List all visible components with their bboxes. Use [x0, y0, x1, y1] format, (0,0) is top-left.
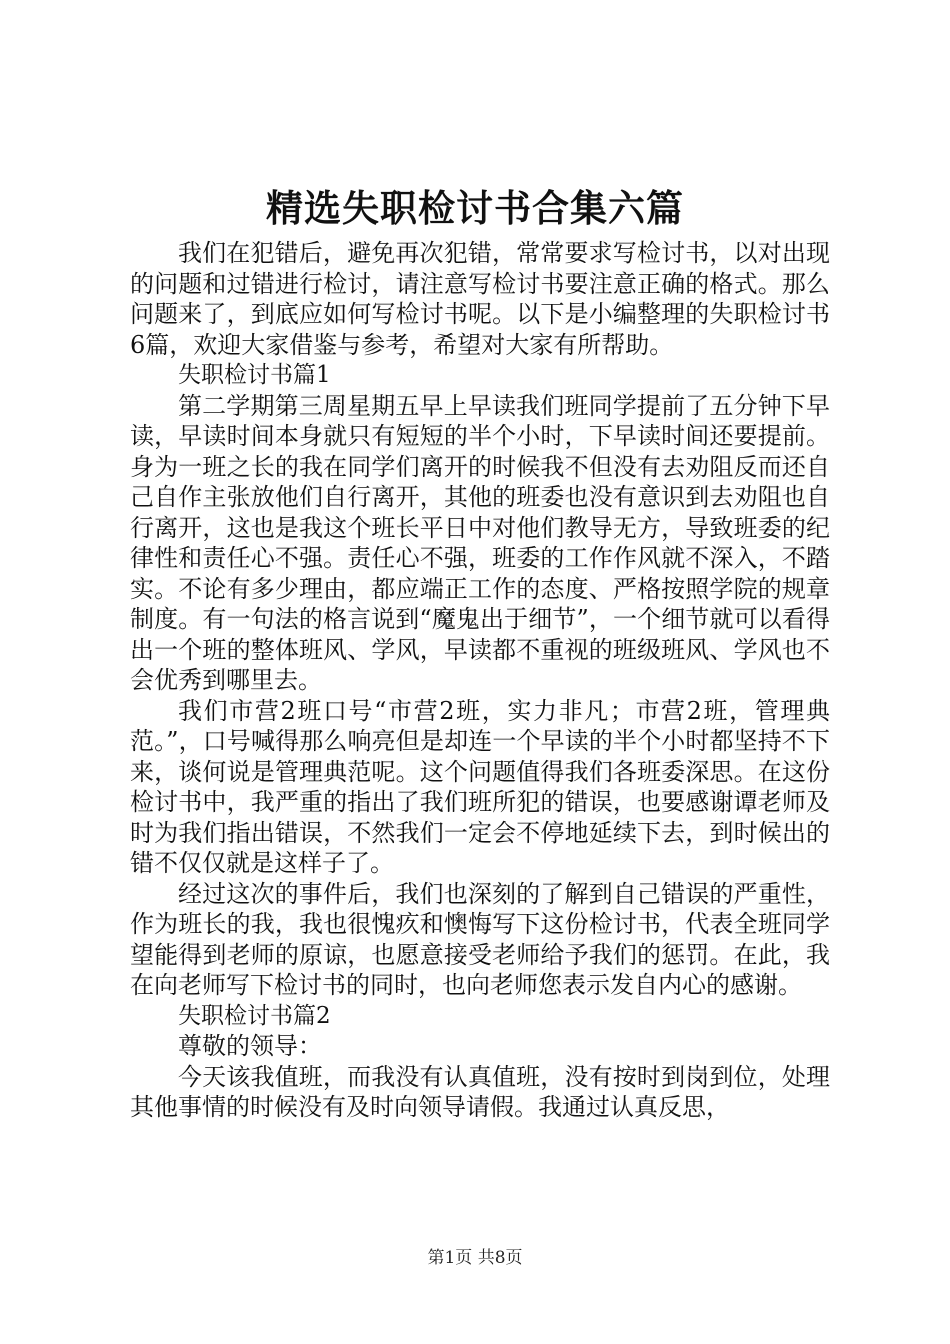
salutation: 尊敬的领导：	[178, 1032, 322, 1060]
section-1-paragraph-1: 第二学期第三周星期五早上早读我们班同学提前了五分钟下早读，早读时间本身就只有短短的半个小时，下早读时间还要提前。身为一班之长的我在同学们离开的时候我不但没有去劝阻反而还自己自作主张放他们自行离开，其他的班委也没有意识到去劝阻也自行离开，这也是我这个班长平日中对他们教导无方，导致班委的纪律性和责任心不强。责任心不强，班委的工作作风就不深入，不踏实。不论有多少理由，都应端正工作的态度、严格按照学院的规章制度。有一句法的格言说到“魔鬼出于细节”，一个细节就可以看得出一个班的整体班风、学风，早读都不重视的班级班风、学风也不会优秀到哪里去。	[130, 391, 830, 694]
page-footer: 第1页 共8页	[427, 1248, 523, 1268]
section-heading-1: 失职检讨书篇1	[178, 362, 331, 388]
document-body	[130, 238, 830, 1123]
section-1-paragraph-3: 经过这次的事件后，我们也深刻的了解到自己错误的严重性，作为班长的我，我也很愧疚和懊悔写下这份检讨书，代表全班同学望能得到老师的原谅，也愿意接受老师给予我们的惩罚。在此，我在向老师写下检讨书的同时，也向老师您表示发自内心的感谢。	[130, 879, 830, 999]
section-2-paragraph-1: 今天该我值班，而我没有认真值班，没有按时到岗到位，处理其他事情的时候没有及时向领导请假。我通过认真反思，	[130, 1062, 830, 1121]
section-heading-2: 失职检讨书篇2	[178, 1002, 331, 1029]
document-title: 精选失职检讨书合集六篇	[266, 186, 684, 230]
intro-paragraph: 我们在犯错后，避免再次犯错，常常要求写检讨书，以对出现的问题和过错进行检讨，请注意写检讨书要注意正确的格式。那么问题来了，到底应如何写检讨书呢。以下是小编整理的失职检讨书6篇，欢迎大家借鉴与参考，希望对大家有所帮助。	[130, 239, 830, 359]
section-1-paragraph-2: 我们市营2班口号“市营2班，实力非凡；市营2班，管理典范。”，口号喊得那么响亮但是却连一个早读的半个小时都坚持不下来，谈何说是管理典范呢。这个问题值得我们各班委深思。在这份检讨书中，我严重的指出了我们班所犯的错误，也要感谢谭老师及时为我们指出错误，不然我们一定会不停地延续下去，到时候出的错不仅仅就是这样子了。	[130, 696, 830, 877]
